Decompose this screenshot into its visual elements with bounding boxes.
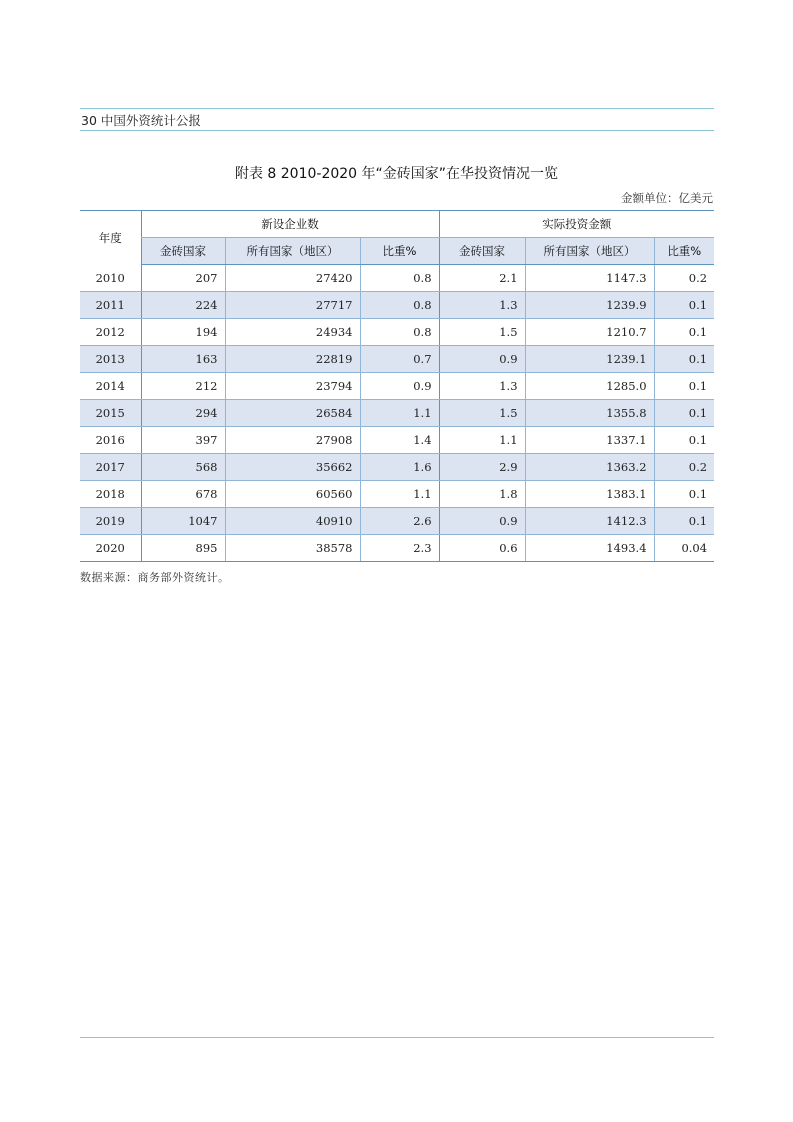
year-cell: 2013 (80, 346, 141, 373)
table-cell: 1.5 (439, 319, 525, 346)
table-cell: 2.3 (360, 535, 439, 562)
col-header: 比重% (360, 238, 439, 265)
table-cell: 26584 (225, 400, 360, 427)
table-cell: 0.2 (654, 265, 714, 292)
header-rule-bottom (80, 130, 714, 131)
table-cell: 0.1 (654, 346, 714, 373)
table-cell: 1.5 (439, 400, 525, 427)
table-cell: 2.1 (439, 265, 525, 292)
table-cell: 0.8 (360, 265, 439, 292)
table-cell: 1147.3 (525, 265, 654, 292)
year-cell: 2017 (80, 454, 141, 481)
table-cell: 0.1 (654, 427, 714, 454)
table-cell: 0.9 (439, 508, 525, 535)
table-cell: 24934 (225, 319, 360, 346)
table-cell: 0.7 (360, 346, 439, 373)
table-cell: 0.1 (654, 292, 714, 319)
table-cell: 0.8 (360, 292, 439, 319)
table-cell: 1337.1 (525, 427, 654, 454)
table-cell: 0.1 (654, 319, 714, 346)
table-row (80, 265, 714, 292)
table-cell: 224 (141, 292, 225, 319)
table-body (80, 265, 714, 562)
table-cell: 1.3 (439, 292, 525, 319)
table-cell: 27717 (225, 292, 360, 319)
table-cell: 0.9 (360, 373, 439, 400)
table-cell: 0.8 (360, 319, 439, 346)
table-row (80, 319, 714, 346)
table-cell: 212 (141, 373, 225, 400)
col-header: 金砖国家 (141, 238, 225, 265)
table-cell: 397 (141, 427, 225, 454)
col-header: 所有国家（地区） (225, 238, 360, 265)
table-cell: 2.9 (439, 454, 525, 481)
table-cell: 194 (141, 319, 225, 346)
table-cell: 1.4 (360, 427, 439, 454)
table-cell: 27908 (225, 427, 360, 454)
table-cell: 1.1 (439, 427, 525, 454)
table-cell: 60560 (225, 481, 360, 508)
year-cell: 2019 (80, 508, 141, 535)
table-cell: 0.1 (654, 481, 714, 508)
table-cell: 163 (141, 346, 225, 373)
table-row (80, 535, 714, 562)
table-cell: 1363.2 (525, 454, 654, 481)
col-header: 金砖国家 (439, 238, 525, 265)
table-cell: 23794 (225, 373, 360, 400)
header-rule-top (80, 108, 714, 109)
year-header: 年度 (80, 211, 141, 265)
table-cell: 0.9 (439, 346, 525, 373)
table-cell: 207 (141, 265, 225, 292)
table-cell: 0.1 (654, 373, 714, 400)
table-row (80, 427, 714, 454)
table-row (80, 292, 714, 319)
table-cell: 0.1 (654, 400, 714, 427)
table-cell: 1239.1 (525, 346, 654, 373)
table-row (80, 481, 714, 508)
table-cell: 1285.0 (525, 373, 654, 400)
table-cell: 678 (141, 481, 225, 508)
table-row (80, 400, 714, 427)
table-cell: 1.6 (360, 454, 439, 481)
table-cell: 40910 (225, 508, 360, 535)
table-cell: 1210.7 (525, 319, 654, 346)
footer-rule (80, 1037, 714, 1038)
table-cell: 1.3 (439, 373, 525, 400)
group-header-actual-investment: 实际投资金额 (439, 211, 714, 238)
table-cell: 2.6 (360, 508, 439, 535)
col-header: 所有国家（地区） (525, 238, 654, 265)
year-cell: 2012 (80, 319, 141, 346)
table-row (80, 346, 714, 373)
table-cell: 0.6 (439, 535, 525, 562)
table-title: 附表 8 2010-2020 年“金砖国家”在华投资情况一览 (234, 166, 559, 182)
table-cell: 1412.3 (525, 508, 654, 535)
year-cell: 2014 (80, 373, 141, 400)
table-cell: 27420 (225, 265, 360, 292)
table-cell: 1047 (141, 508, 225, 535)
table-cell: 0.2 (654, 454, 714, 481)
col-header: 比重% (654, 238, 714, 265)
running-header: 30 中国外资统计公报 (81, 113, 201, 128)
table-cell: 294 (141, 400, 225, 427)
table-row (80, 508, 714, 535)
table-cell: 0.04 (654, 535, 714, 562)
group-header-new-enterprises: 新设企业数 (141, 211, 439, 238)
unit-note: 金额单位：亿美元 (621, 191, 713, 205)
data-table (80, 210, 714, 562)
table-cell: 1493.4 (525, 535, 654, 562)
table-cell: 568 (141, 454, 225, 481)
table-cell: 1383.1 (525, 481, 654, 508)
table-cell: 895 (141, 535, 225, 562)
year-cell: 2020 (80, 535, 141, 562)
table-cell: 1.1 (360, 481, 439, 508)
table-cell: 1355.8 (525, 400, 654, 427)
table-cell: 1.8 (439, 481, 525, 508)
year-cell: 2016 (80, 427, 141, 454)
table-cell: 1239.9 (525, 292, 654, 319)
table-row (80, 373, 714, 400)
year-cell: 2011 (80, 292, 141, 319)
table-cell: 35662 (225, 454, 360, 481)
table-cell: 1.1 (360, 400, 439, 427)
year-cell: 2018 (80, 481, 141, 508)
table-row (80, 454, 714, 481)
table-cell: 38578 (225, 535, 360, 562)
table-cell: 22819 (225, 346, 360, 373)
year-cell: 2015 (80, 400, 141, 427)
table-cell: 0.1 (654, 508, 714, 535)
year-cell: 2010 (80, 265, 141, 292)
source-note: 数据来源：商务部外资统计。 (80, 571, 230, 584)
